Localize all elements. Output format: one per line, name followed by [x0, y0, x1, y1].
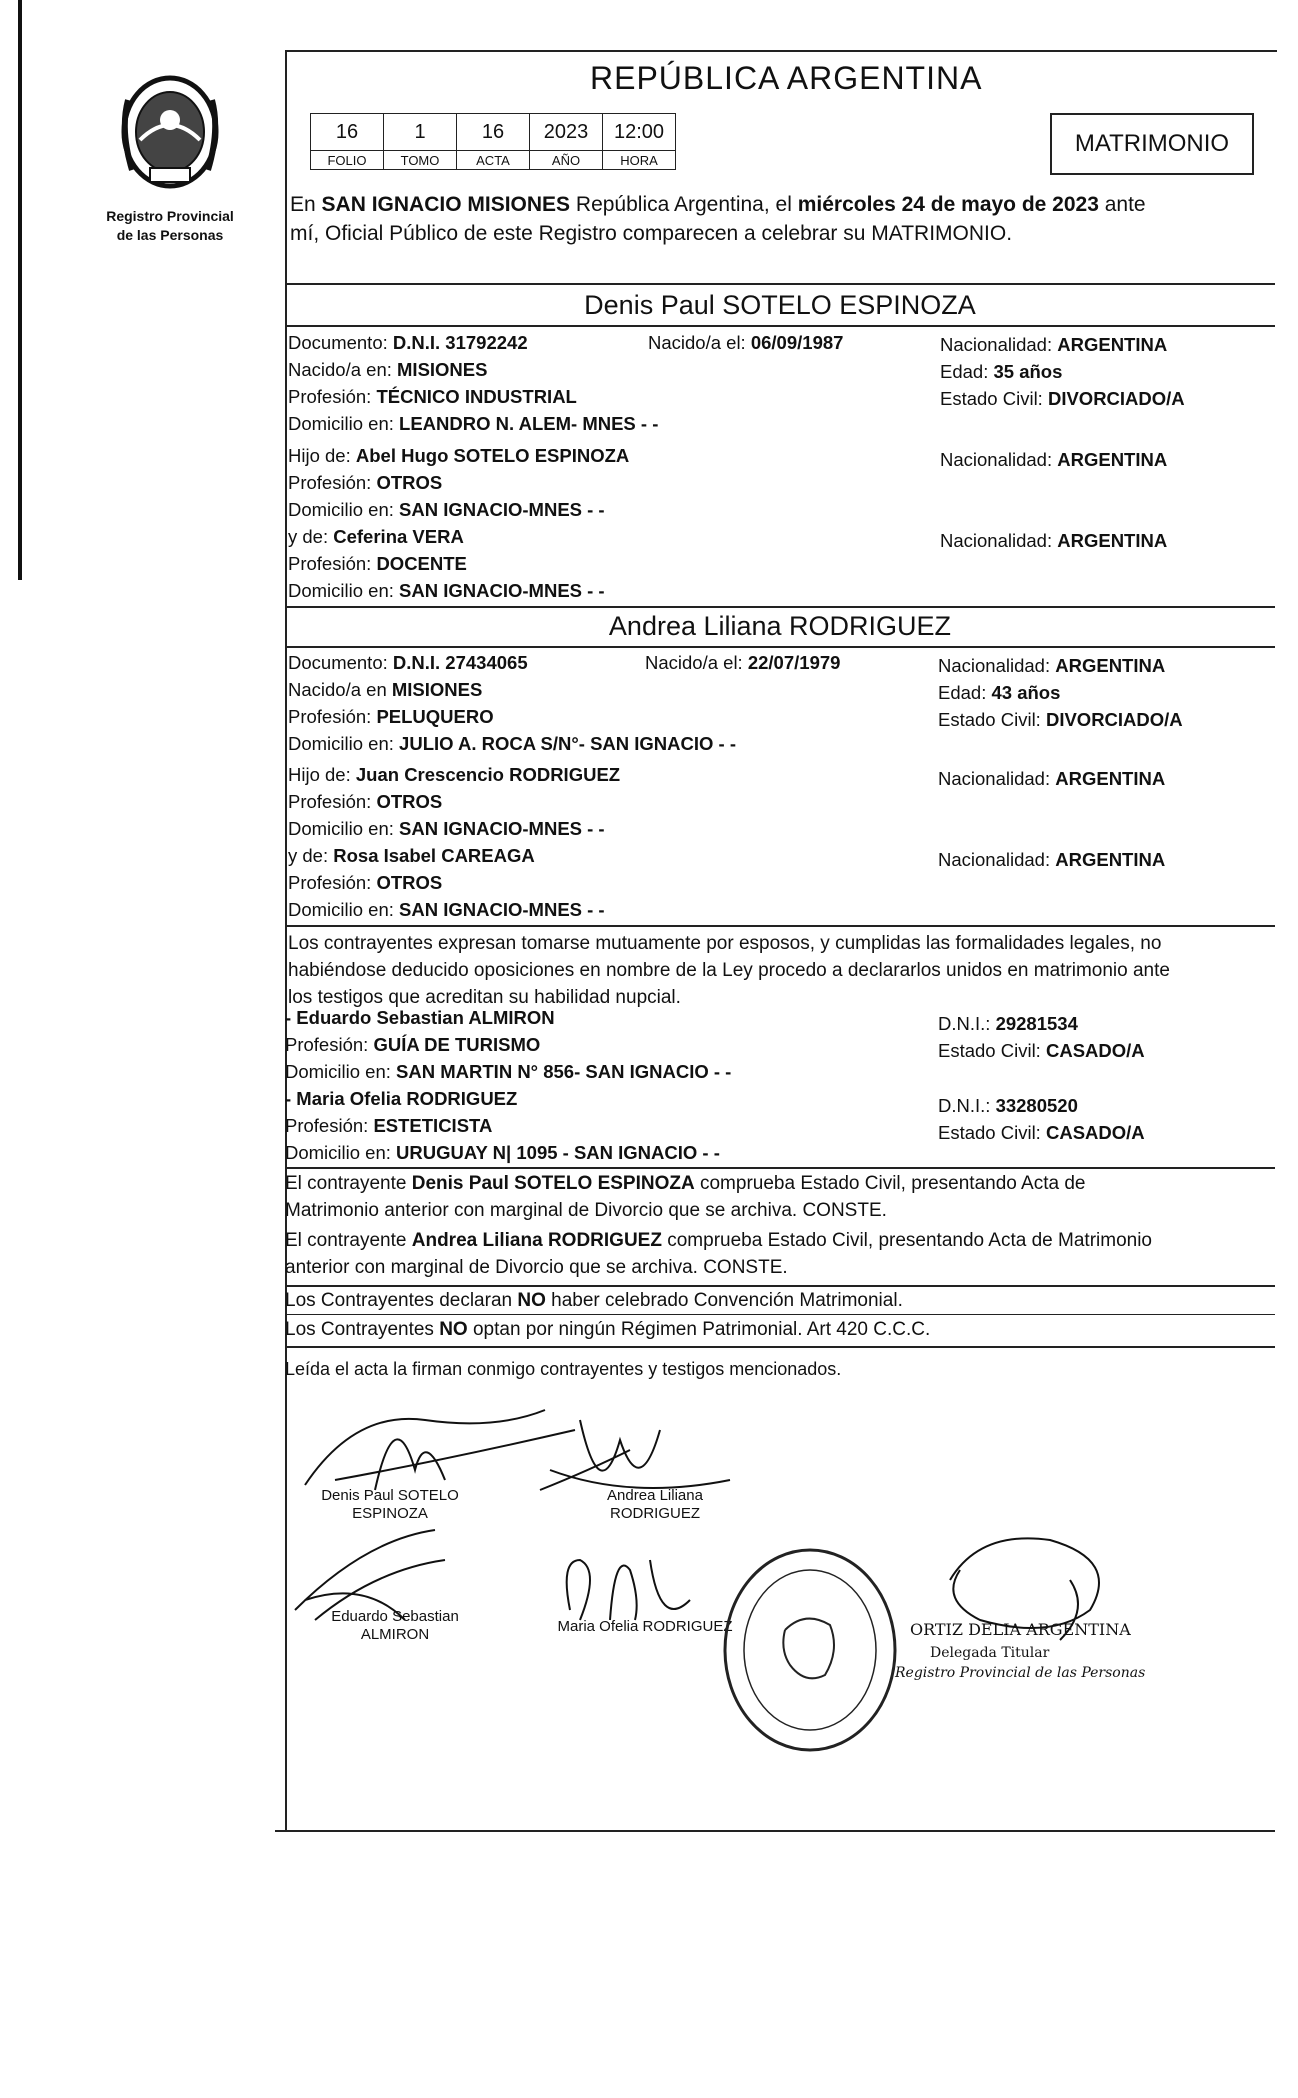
- signature-groom-label: Denis Paul SOTELO ESPINOZA: [321, 1487, 459, 1522]
- witness2-name: - Maria Ofelia RODRIGUEZ: [285, 1088, 518, 1109]
- hora-label: HORA: [603, 151, 676, 170]
- groom-nationality: Nacionalidad: ARGENTINA: [940, 334, 1168, 355]
- anio-value: 2023: [530, 114, 603, 151]
- logo-caption-2: de las Personas: [116, 227, 224, 243]
- witness1-address: Domicilio en: SAN MARTIN N° 856- SAN IGNACIO - -: [285, 1061, 732, 1082]
- country-title: REPÚBLICA ARGENTINA: [590, 60, 983, 96]
- intro-line-1: [290, 190, 1275, 219]
- bride-age: Edad: 43 años: [938, 682, 1061, 703]
- tomo-label: TOMO: [384, 151, 457, 170]
- groom-mother-nationality: Nacionalidad: ARGENTINA: [940, 530, 1168, 551]
- registry-logo: [95, 70, 245, 243]
- bride-address: Domicilio en: JULIO A. ROCA S/N°- SAN IGNACIO - -: [288, 733, 737, 754]
- declaration-line-3: los testigos que acreditan su habilidad nupcial.: [288, 987, 681, 1008]
- note-bride-line-1: El contrayente Andrea Liliana RODRIGUEZ comprueba Estado Civil, presentando Acta de Matrimonio: [285, 1230, 1152, 1251]
- intro-line-2: mí, Oficial Público de este Registro comparecen a celebrar su MATRIMONIO.: [290, 222, 1013, 245]
- groom-name: Denis Paul SOTELO ESPINOZA: [584, 290, 976, 320]
- groom-father-address: Domicilio en: SAN IGNACIO-MNES - -: [288, 499, 605, 520]
- witness2-dni: D.N.I.: 33280520: [938, 1095, 1078, 1116]
- acta-value: 16: [457, 114, 530, 151]
- declaration: [285, 930, 1275, 1011]
- margin-bar: [18, 0, 22, 580]
- groom-father: Hijo de: Abel Hugo SOTELO ESPINOZA: [288, 445, 630, 466]
- intro-text: En: [290, 193, 322, 216]
- note-groom-line-2: Matrimonio anterior con marginal de Divorcio que se archiva. CONSTE.: [285, 1200, 887, 1221]
- declaration-line-1: Los contrayentes expresan tomarse mutuamente por esposos, y cumplidas las formalidades legales, no: [288, 933, 1162, 954]
- note-bride-line-2: anterior con marginal de Divorcio que se archiva. CONSTE.: [285, 1257, 788, 1278]
- signature-witness2-label: Maria Ofelia RODRIGUEZ: [557, 1618, 733, 1635]
- bride-name: Andrea Liliana RODRIGUEZ: [608, 611, 952, 641]
- bride-mother-nationality: Nacionalidad: ARGENTINA: [938, 849, 1166, 870]
- coat-of-arms-icon: [110, 70, 230, 200]
- acta-label: ACTA: [457, 151, 530, 170]
- official-role: Delegada Titular: [930, 1645, 1050, 1661]
- bride-mother-profession: Profesión: OTROS: [288, 872, 443, 893]
- groom-document: Documento: D.N.I. 31792242: [288, 332, 528, 353]
- frame-bottom-line: [275, 1830, 1275, 1832]
- groom-mother-address: Domicilio en: SAN IGNACIO-MNES - -: [288, 580, 605, 601]
- divider: [285, 646, 1275, 648]
- bride-civil-status: Estado Civil: DIVORCIADO/A: [938, 709, 1183, 730]
- witness1-dni: D.N.I.: 29281534: [938, 1013, 1078, 1034]
- divider: [285, 325, 1275, 327]
- groom-profession: Profesión: TÉCNICO INDUSTRIAL: [288, 386, 577, 407]
- intro-text: ante: [1098, 193, 1146, 216]
- witness1-civil-status: Estado Civil: CASADO/A: [938, 1040, 1145, 1061]
- note-groom-line-1: El contrayente Denis Paul SOTELO ESPINOZA comprueba Estado Civil, presentando Acta de: [285, 1173, 1086, 1194]
- registry-values-row: [311, 114, 676, 151]
- tomo-value: 1: [384, 114, 457, 151]
- registry-stamp: [715, 1540, 905, 1760]
- groom-address: Domicilio en: LEANDRO N. ALEM- MNES - -: [288, 413, 659, 434]
- bride-father-address: Domicilio en: SAN IGNACIO-MNES - -: [288, 818, 605, 839]
- official-office: Registro Provincial de las Personas: [895, 1665, 1146, 1681]
- groom-father-profession: Profesión: OTROS: [288, 472, 443, 493]
- act-type-box: MATRIMONIO: [1050, 113, 1254, 175]
- bride-document: Documento: D.N.I. 27434065: [288, 652, 528, 673]
- groom-mother: y de: Ceferina VERA: [288, 526, 464, 547]
- divider: [285, 606, 1275, 608]
- groom-birthdate: Nacido/a el: 06/09/1987: [648, 332, 844, 353]
- groom-age: Edad: 35 años: [940, 361, 1063, 382]
- bride-father-profession: Profesión: OTROS: [288, 791, 443, 812]
- bride-nationality: Nacionalidad: ARGENTINA: [938, 655, 1166, 676]
- registry-table: [310, 113, 676, 170]
- witness2-address: Domicilio en: URUGUAY N| 1095 - SAN IGNACIO - -: [285, 1142, 720, 1163]
- signature-witness1-label: Eduardo Sebastian ALMIRON: [331, 1608, 459, 1643]
- folio-value: 16: [311, 114, 384, 151]
- bride-mother: y de: Rosa Isabel CAREAGA: [288, 845, 535, 866]
- divider: [285, 1346, 1275, 1348]
- intro-paragraph: [290, 190, 1275, 248]
- registry-labels-row: [311, 151, 676, 170]
- signature-witness2: [540, 1540, 720, 1630]
- convention-line-2: Los Contrayentes NO optan por ningún Régimen Patrimonial. Art 420 C.C.C.: [285, 1319, 931, 1340]
- bride-father: Hijo de: Juan Crescencio RODRIGUEZ: [288, 764, 621, 785]
- groom-father-nationality: Nacionalidad: ARGENTINA: [940, 449, 1168, 470]
- witness1-profession: Profesión: GUÍA DE TURISMO: [285, 1034, 541, 1055]
- anio-label: AÑO: [530, 151, 603, 170]
- bride-mother-address: Domicilio en: SAN IGNACIO-MNES - -: [288, 899, 605, 920]
- closing-text: Leída el acta la firman conmigo contrayentes y testigos mencionados.: [285, 1359, 842, 1379]
- declaration-line-2: habiéndose deducido oposiciones en nombre de la Ley procedo a declararlos unidos en matrimonio ante: [288, 960, 1170, 981]
- bride-profession: Profesión: PELUQUERO: [288, 706, 494, 727]
- folio-label: FOLIO: [311, 151, 384, 170]
- intro-text: República Argentina, el: [570, 193, 798, 216]
- groom-mother-profession: Profesión: DOCENTE: [288, 553, 467, 574]
- witness2-profession: Profesión: ESTETICISTA: [285, 1115, 493, 1136]
- intro-place: SAN IGNACIO MISIONES: [321, 193, 571, 216]
- intro-date: miércoles 24 de mayo de 2023: [797, 193, 1099, 216]
- divider: [285, 283, 1275, 285]
- divider: [285, 1167, 1275, 1169]
- hora-value: 12:00: [603, 114, 676, 151]
- bride-father-nationality: Nacionalidad: ARGENTINA: [938, 768, 1166, 789]
- divider: [285, 1314, 1275, 1315]
- witness1-name: - Eduardo Sebastian ALMIRON: [285, 1007, 555, 1028]
- convention-line-1: Los Contrayentes declaran NO haber celebrado Convención Matrimonial.: [285, 1290, 903, 1311]
- bride-birthdate: Nacido/a el: 22/07/1979: [645, 652, 841, 673]
- groom-birthplace: Nacido/a en: MISIONES: [288, 359, 488, 380]
- witness2-civil-status: Estado Civil: CASADO/A: [938, 1122, 1145, 1143]
- signature-bride-label: Andrea Liliana RODRIGUEZ: [607, 1487, 703, 1522]
- bride-birthplace: Nacido/a en MISIONES: [288, 679, 483, 700]
- groom-civil-status: Estado Civil: DIVORCIADO/A: [940, 388, 1185, 409]
- logo-caption-1: Registro Provincial: [106, 208, 234, 224]
- divider: [285, 925, 1275, 927]
- official-name: ORTIZ DELIA ARGENTINA: [910, 1620, 1131, 1639]
